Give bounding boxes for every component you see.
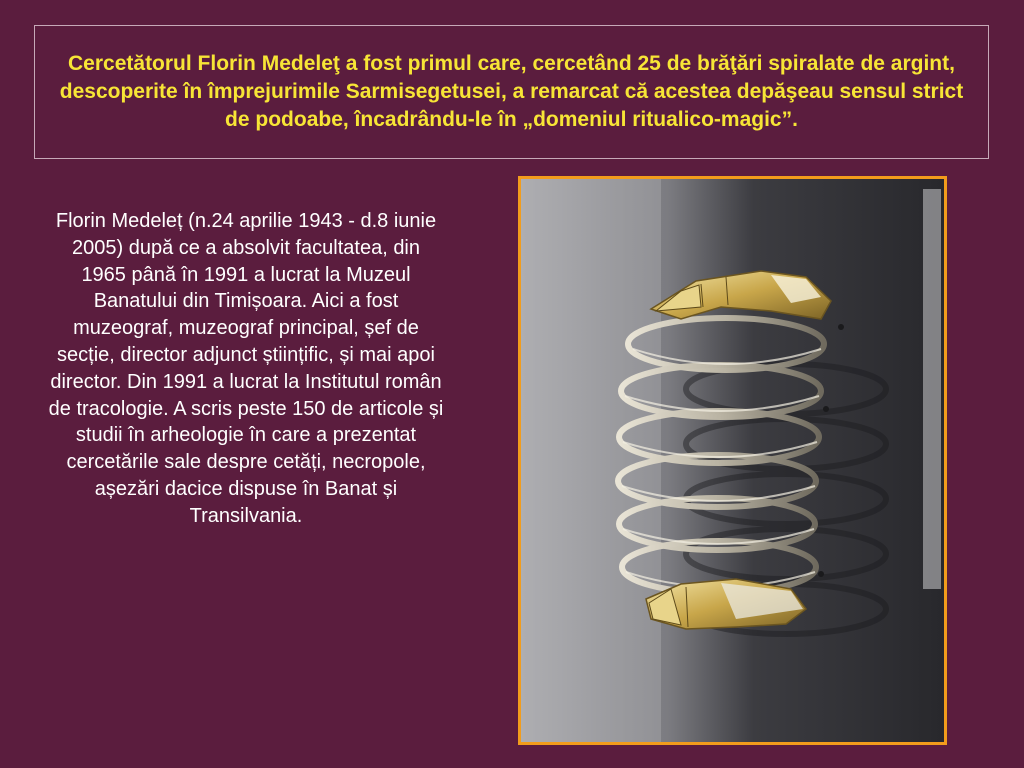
title-box: [34, 25, 989, 159]
bio-text: Florin Medeleț (n.24 aprilie 1943 - d.8 iunie 2005) după ce a absolvit facultatea, din 1965 până în 1991 a lucrat la Muzeul Banatului din Timișoara. Aici a fost muzeograf, muzeograf principal, șef de secție, director adjunct științific, și mai apoi director. Din 1991 a lucrat la Institutul român de tracologie. A scris peste 150 de articole și studii în arheologie în care a prezentat cercetările sale despre cetăți, necropole, așezări dacice dispuse în Banat și Transilvania.: [48, 210, 444, 527]
bracelet-photo: [518, 176, 947, 745]
spiral-bracelet-image: [521, 179, 944, 742]
slide-title: Cercetătorul Florin Medeleţ a fost primul care, cercetând 25 de brăţări spiralate de argint, descoperite în împrejurimile Sarmisegetusei, a remarcat că acestea depăşeau sensul strict de podoabe, încadrându-le în „domeniul ritualico-magic”.: [59, 52, 964, 131]
